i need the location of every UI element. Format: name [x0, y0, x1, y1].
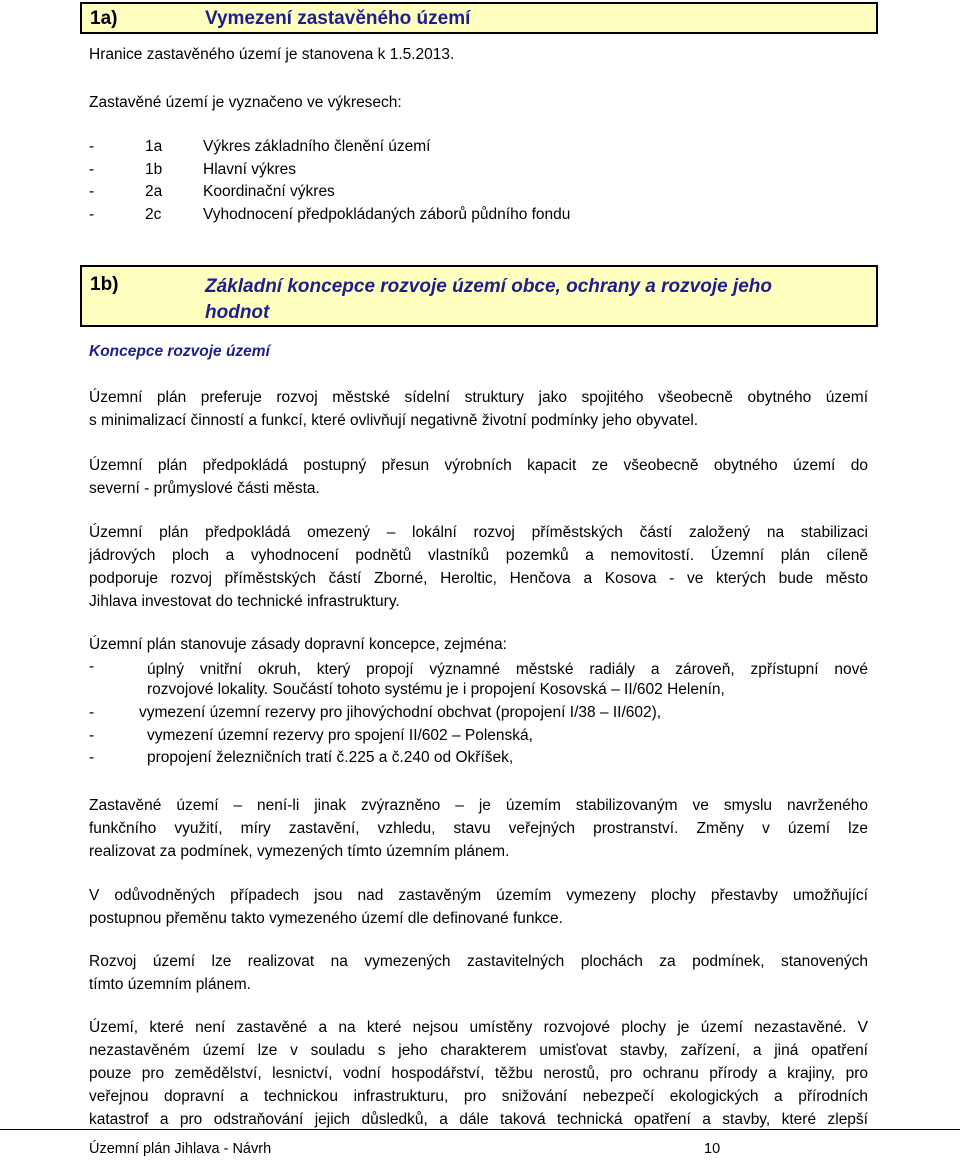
- footer-document-title: Územní plán Jihlava - Návrh: [89, 1141, 272, 1157]
- text-line: realizovat za podmínek, vymezených tímto územním plánem.: [89, 843, 510, 860]
- page-number: 10: [704, 1141, 721, 1157]
- section-1b-heading: [80, 265, 878, 327]
- footer-divider: [0, 1129, 960, 1130]
- list-dash: -: [89, 727, 95, 744]
- drawing-code: 1a: [145, 138, 163, 155]
- paragraph: [89, 884, 868, 930]
- drawing-code: 1b: [145, 161, 163, 178]
- list-dash: -: [89, 704, 95, 721]
- section-1a-heading: [80, 2, 878, 34]
- text-line: tímto územním plánem.: [89, 976, 251, 993]
- text-line: nezastavěném území lze v souladu s jeho charakterem umisťovat stavby, zařízení, a jiná opatření: [89, 1042, 868, 1059]
- drawing-name: Hlavní výkres: [203, 161, 297, 178]
- text-line: veřejnou dopravní a technickou infrastrukturu, pro snižování nebezpečí ekologických a přírodních: [89, 1088, 868, 1105]
- text-line: Územní plán předpokládá postupný přesun výrobních kapacit ze všeobecně obytného území do: [89, 457, 868, 474]
- paragraph: Zastavěné území je vyznačeno ve výkresech:: [89, 94, 402, 111]
- text-line: severní - průmyslové části města.: [89, 480, 320, 497]
- text-line: postupnou přeměnu takto vymezeného území dle definované funkce.: [89, 910, 563, 927]
- list-item-text: vymezení územní rezervy pro spojení II/602 – Polenská,: [147, 727, 533, 744]
- drawing-name: Vyhodnocení předpokládaných záborů půdního fondu: [203, 206, 571, 223]
- list-dash: -: [89, 658, 95, 675]
- paragraph: [89, 794, 868, 863]
- text-line: Rozvoj území lze realizovat na vymezených zastavitelných plochách za podmínek, stanovených: [89, 953, 868, 970]
- list-item-text: úplný vnitřní okruh, který propojí významné městské radiály a zároveň, zpřístupní nové: [147, 661, 868, 678]
- list-dash: -: [89, 161, 95, 178]
- section-title-line: hodnot: [205, 302, 270, 323]
- text-line: pouze pro zemědělství, lesnictví, vodní hospodářství, těžbu nerostů, pro ochranu přírody a krajiny, pro: [89, 1065, 868, 1082]
- list-dash: -: [89, 183, 95, 200]
- section-number: 1b): [90, 274, 119, 295]
- subheading: Koncepce rozvoje území: [89, 343, 270, 360]
- paragraph: [89, 521, 868, 613]
- list-dash: -: [89, 138, 95, 155]
- paragraph: [89, 1016, 868, 1131]
- paragraph: [89, 386, 868, 432]
- text-line: podporuje rozvoj příměstských částí Zborné, Heroltic, Henčova a Kosova - ve kterých bude město: [89, 570, 868, 587]
- list-item-text: vymezení územní rezervy pro jihovýchodní obchvat (propojení I/38 – II/602),: [139, 704, 662, 721]
- text-line: Jihlava investovat do technické infrastruktury.: [89, 593, 400, 610]
- drawing-name: Výkres základního členění území: [203, 138, 431, 155]
- text-line: s minimalizací činností a funkcí, které ovlivňují negativně životní podmínky jeho obyvatel.: [89, 412, 699, 429]
- section-title: Vymezení zastavěného území: [205, 8, 471, 29]
- text-line: V odůvodněných případech jsou nad zastavěným územím vymezeny plochy přestavby umožňující: [89, 887, 868, 904]
- list-item-text: propojení železničních tratí č.225 a č.240 od Okříšek,: [147, 749, 514, 766]
- drawing-code: 2c: [145, 206, 162, 223]
- section-title: [205, 274, 855, 326]
- section-title-line: Základní koncepce rozvoje území obce, ochrany a rozvoje jeho: [205, 276, 773, 297]
- drawing-name: Koordinační výkres: [203, 183, 335, 200]
- paragraph: Územní plán stanovuje zásady dopravní koncepce, zejména:: [89, 636, 507, 653]
- text-line: katastrof a pro odstraňování jejich důsledků, a dále taková technická opatření a stavby, které zlepší: [89, 1111, 868, 1128]
- list-dash: -: [89, 749, 95, 766]
- text-line: Zastavěné území – není-li jinak zvýrazněno – je územím stabilizovaným ve smyslu navrženého: [89, 797, 868, 814]
- paragraph: [89, 454, 868, 500]
- section-number: 1a): [90, 8, 118, 29]
- list-dash: -: [89, 206, 95, 223]
- text-line: jádrových ploch a vyhodnocení podnětů vlastníků pozemků a nemovitostí. Územní plán cíleně: [89, 547, 868, 564]
- list-item-text: rozvojové lokality. Součástí tohoto systému je i propojení Kosovská – II/602 Helenín,: [147, 681, 725, 698]
- text-line: funkčního využití, míry zastavění, vzhledu, stavu veřejných prostranství. Změny v území lze: [89, 820, 868, 837]
- paragraph: [89, 950, 868, 996]
- drawing-code: 2a: [145, 183, 163, 200]
- text-line: Územní plán předpokládá omezený – lokální rozvoj příměstských částí založený na stabilizaci: [89, 524, 868, 541]
- text-line: Území, které není zastavěné a na které nejsou umístěny rozvojové plochy je území nezastavěné. V: [89, 1019, 868, 1036]
- paragraph: Hranice zastavěného území je stanovena k 1.5.2013.: [89, 46, 455, 63]
- text-line: Územní plán preferuje rozvoj městské sídelní struktury jako spojitého všeobecně obytného území: [89, 389, 868, 406]
